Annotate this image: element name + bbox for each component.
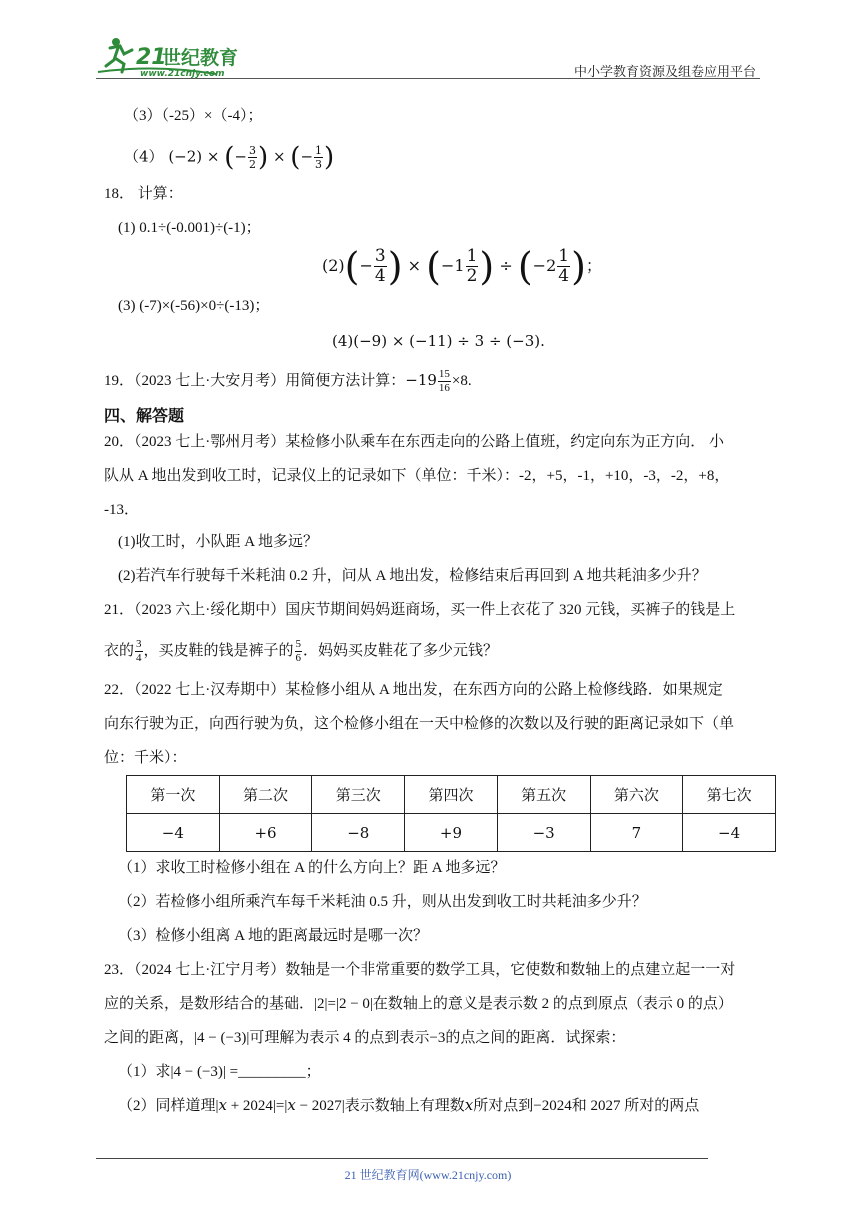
q22-line3: 位：千米）： (104, 750, 187, 766)
mixed-whole: −2 (532, 256, 557, 275)
q18-item2-prefix: (2) (322, 256, 345, 275)
times-sign: × (272, 147, 286, 166)
q20-line1: 20．（2023 七上·鄂州月考）某检修小队乘车在东西走向的公路上值班，约定向东为正方向． 小 (104, 434, 724, 450)
q23-sub2: （2）同样道理|𝑥 + 2024|=|𝑥 − 2027|表示数轴上有理数𝑥所对点到−2024和 2027 所对的两点 (118, 1098, 700, 1114)
table-header-cell: 第七次 (683, 776, 776, 814)
q19-tail: ×8. (451, 373, 472, 389)
distance-record-table (126, 775, 776, 852)
table-header-cell: 第四次 (405, 776, 498, 814)
table-cell: −3 (497, 814, 590, 852)
table-header-cell: 第六次 (590, 776, 683, 814)
header-platform-text: 中小学教育资源及组卷应用平台 (573, 65, 756, 80)
fraction: $\frac{1}{3}$ (315, 144, 323, 171)
q21-text-a: 衣的 (104, 643, 135, 659)
q21-text-c: ．妈妈买皮鞋花了多少元钱？ (303, 643, 499, 659)
times-sign: × (407, 256, 422, 275)
q23-line3: 之间的距离，|4 − (−3)|可理解为表示 4 的点到表示−3的点之间的距离．试探索： (104, 1030, 626, 1046)
header-divider (96, 78, 760, 79)
fraction: $\frac{3}{4}$ (374, 246, 386, 286)
q20-line3: -13． (104, 502, 139, 518)
q22-sub3: （3）检修小组离 A 地的距离最远时是哪一次？ (118, 928, 429, 944)
q19-text: 19．（2023 七上·大安月考）用简便方法计算： (104, 373, 406, 389)
table-cell: +6 (219, 814, 312, 852)
footer-divider (96, 1158, 708, 1159)
fraction: $\frac{1}{2}$ (466, 246, 478, 286)
minus-sign: − (234, 147, 247, 166)
q17-item4-term1: (−2) × (168, 147, 220, 166)
q21-text-b: ，买皮鞋的钱是裤子的 (143, 643, 294, 659)
fraction: $\frac{3}{4}$ (136, 638, 142, 665)
table-cell: 7 (590, 814, 683, 852)
table-cell: −4 (683, 814, 776, 852)
fraction: $\frac{3}{2}$ (249, 144, 256, 171)
q22-line2: 向东行驶为正，向西行驶为负，这个检修小组在一天中检修的次数以及行驶的距离记录如下（单 (104, 716, 735, 732)
page-header (96, 30, 760, 80)
fraction: $\frac{15}{16}$ (438, 368, 450, 395)
q21-line1: 21．（2023 六上·绥化期中）国庆节期间妈妈逛商场，买一件上衣花了 320 元钱，买裤子的钱是上 (104, 602, 736, 618)
q23-line2: 应的关系，是数形结合的基础．|2|=|2 − 0|在数轴上的意义是表示数 2 的点到原点（表示 0 的点） (104, 996, 733, 1012)
mixed-whole: −1 (440, 256, 465, 275)
fraction: $\frac{5}{6}$ (295, 638, 302, 665)
q20-line2: 队从 A 地出发到收工时，记录仪上的记录如下（单位：千米）：-2，+5，-1，+10，-3，-2，+8， (104, 468, 730, 484)
mixed-whole: −19 (405, 371, 437, 389)
table-header-cell: 第二次 (219, 776, 312, 814)
svg-text:世纪教育: 世纪教育 (162, 47, 239, 69)
table-cell: +9 (405, 814, 498, 852)
minus-sign: − (300, 147, 314, 166)
q17-item4-prefix: （4） (124, 147, 164, 166)
svg-text:www.21cnjy.com: www.21cnjy.com (140, 69, 225, 78)
svg-text:21: 21 (136, 45, 167, 70)
q21-line2 (104, 636, 498, 666)
q17-item4: （4） (−2) × (− $\frac{3}{2}$ ) × (− $\frac{1}{3}$ ) (124, 142, 335, 173)
q23-sub1: （1）求|4 − (−3)| =_________； (118, 1064, 321, 1080)
table-header-cell: 第五次 (497, 776, 590, 814)
q18-item1: (1) 0.1÷(-0.001)÷(-1)； (118, 220, 261, 236)
table-row (127, 814, 776, 852)
semicolon: ； (585, 256, 602, 275)
divide-sign: ÷ (499, 256, 513, 275)
q19 (104, 366, 472, 395)
q20-sub2: (2)若汽车行驶每千米耗油 0.2 升，问从 A 地出发，检修结束后再回到 A 地共耗油多少升？ (118, 568, 707, 584)
footer-text: 21 世纪教育网(www.21cnjy.com) (344, 1168, 512, 1182)
minus-sign: − (359, 256, 373, 275)
q17-item3: （3）（-25）×（-4）； (124, 108, 263, 124)
q18-item4: (4)(−9) × (−11) ÷ 3 ÷ (−3). (332, 332, 545, 350)
table-header-cell: 第一次 (127, 776, 220, 814)
table-header-row (127, 776, 776, 814)
q22-line1: 22．（2022 七上·汉寿期中）某检修小组从 A 地出发，在东西方向的公路上检修线路．如果规定 (104, 682, 723, 698)
fraction: $\frac{1}{4}$ (558, 246, 570, 286)
q22-sub1: （1）求收工时检修小组在 A 的什么方向上？距 A 地多远？ (118, 860, 506, 876)
section-title: 四、解答题 (104, 406, 185, 425)
q22-sub2: （2）若检修小组所乘汽车每千米耗油 0.5 升，则从出发到收工时共耗油多少升？ (118, 894, 647, 910)
q18-item2: (2)(− $\frac{3}{4}$ ) × (−1 $\frac{1}{2}$ ) ÷ (−2 $\frac{1}{4}$ )； (322, 244, 602, 289)
q23-line1: 23．（2024 七上·江宁月考）数轴是一个非常重要的数学工具，它使数和数轴上的点建立起一一对 (104, 962, 736, 978)
q20-sub1: (1)收工时，小队距 A 地多远？ (118, 534, 318, 550)
table-cell: −4 (127, 814, 220, 852)
table-header-cell: 第三次 (312, 776, 405, 814)
q18-item3: (3) (-7)×(-56)×0÷(-13)； (118, 298, 270, 314)
site-logo (96, 34, 266, 78)
table-cell: −8 (312, 814, 405, 852)
q18-stem: 18． 计算： (104, 186, 183, 202)
